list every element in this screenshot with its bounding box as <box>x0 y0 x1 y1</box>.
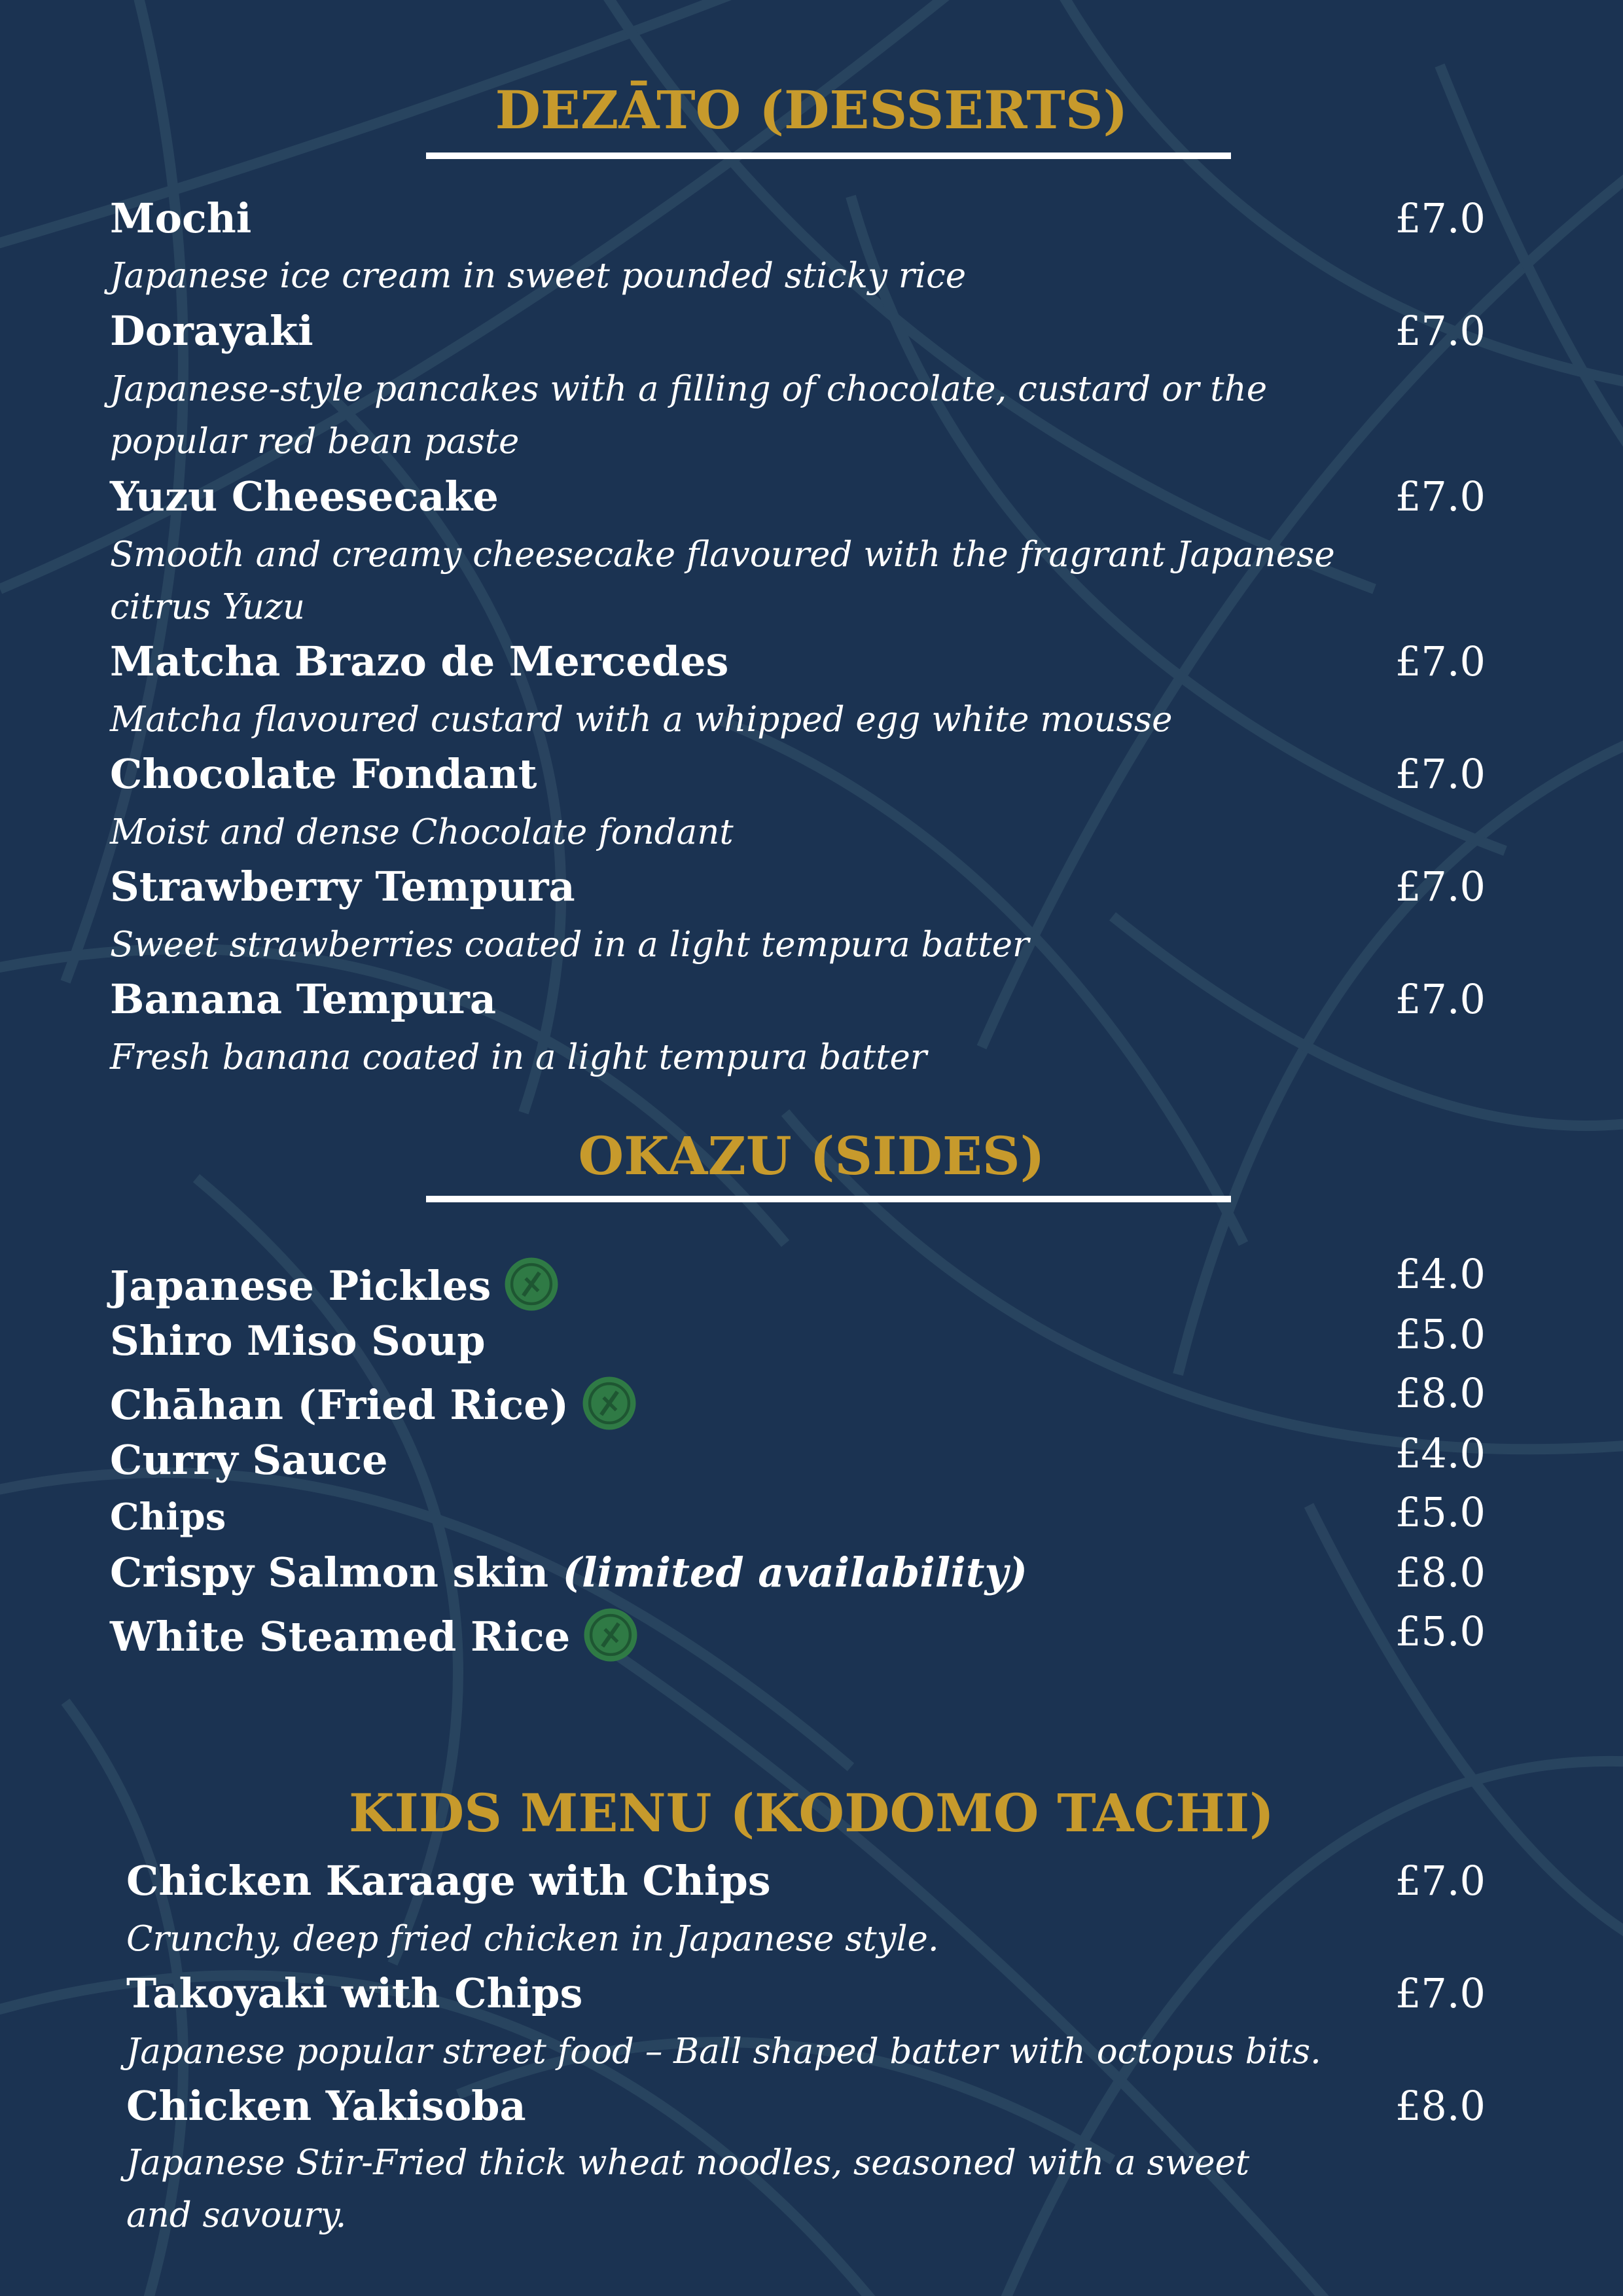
dessert-name: Banana Tempura <box>110 975 496 1023</box>
dessert-name: Chocolate Fondant <box>110 750 537 798</box>
side-item-name <box>110 1611 639 1669</box>
side-item-label: Crispy Salmon skin <box>110 1549 549 1596</box>
kids-item-name: Takoyaki with Chips <box>126 1969 583 2017</box>
sides-section-title: OKAZU (SIDES) <box>578 1125 1045 1187</box>
kids-item-name: Chicken Karaage with Chips <box>126 1857 771 1905</box>
dessert-price: £7.0 <box>1395 473 1486 520</box>
side-item-name: Chips <box>110 1496 226 1539</box>
side-item-name <box>110 1261 560 1318</box>
side-item-price: £8.0 <box>1395 1549 1486 1596</box>
kids-item-price: £7.0 <box>1395 1857 1486 1905</box>
gluten-free-icon <box>580 1374 638 1432</box>
dessert-description: Moist and dense Chocolate fondant <box>110 812 734 852</box>
dessert-price: £7.0 <box>1395 750 1486 798</box>
dessert-description: Sweet strawberries coated in a light tempura batter <box>110 925 1029 965</box>
dessert-price: £7.0 <box>1395 975 1486 1023</box>
desserts-section-title: DEZĀTO (DESSERTS) <box>495 79 1128 141</box>
dessert-price: £7.0 <box>1395 863 1486 910</box>
kids-item-description: Japanese Stir-Fried thick wheat noodles, seasoned with a sweet and savoury. <box>126 2143 1250 2235</box>
kids-item-price: £8.0 <box>1395 2082 1486 2130</box>
desserts-title-underline <box>426 152 1231 159</box>
gluten-free-icon <box>582 1606 639 1664</box>
dessert-name: Strawberry Tempura <box>110 863 575 910</box>
side-item-name <box>110 1549 1027 1596</box>
kids-item-description: Crunchy, deep fried chicken in Japanese style. <box>126 1919 939 1959</box>
dessert-description: Fresh banana coated in a light tempura batter <box>110 1037 927 1077</box>
side-item-label: Chāhan (Fried Rice) <box>110 1381 569 1429</box>
availability-note: (limited availability) <box>562 1549 1027 1596</box>
side-item-price: £8.0 <box>1395 1369 1486 1417</box>
dessert-price: £7.0 <box>1395 307 1486 355</box>
dessert-description: Japanese-style pancakes with a filling of chocolate, custard or the popular red bean paste <box>110 369 1268 461</box>
dessert-name: Matcha Brazo de Mercedes <box>110 637 729 685</box>
dessert-price: £7.0 <box>1395 194 1486 242</box>
side-item-price: £4.0 <box>1395 1250 1486 1298</box>
dessert-price: £7.0 <box>1395 637 1486 685</box>
dessert-name: Yuzu Cheesecake <box>110 473 499 520</box>
gluten-free-icon <box>503 1255 560 1313</box>
kids-item-price: £7.0 <box>1395 1969 1486 2017</box>
dessert-name: Mochi <box>110 194 252 242</box>
dessert-name: Dorayaki <box>110 307 313 355</box>
side-item-price: £5.0 <box>1395 1310 1486 1358</box>
side-item-name <box>110 1380 638 1437</box>
side-item-label: Japanese Pickles <box>110 1262 491 1310</box>
kids-item-name: Chicken Yakisoba <box>126 2082 526 2130</box>
kids-section-title: KIDS MENU (KODOMO TACHI) <box>348 1782 1275 1844</box>
kids-item-description: Japanese popular street food – Ball shaped batter with octopus bits. <box>126 2032 1321 2072</box>
side-item-name: Shiro Miso Soup <box>110 1317 486 1365</box>
dessert-description: Matcha flavoured custard with a whipped egg white mousse <box>110 700 1173 740</box>
dessert-description: Japanese ice cream in sweet pounded sticky rice <box>110 256 967 296</box>
dessert-description: Smooth and creamy cheesecake flavoured with the fragrant Japanese citrus Yuzu <box>110 535 1335 627</box>
side-item-name: Curry Sauce <box>110 1436 388 1484</box>
side-item-price: £4.0 <box>1395 1429 1486 1477</box>
sides-title-underline <box>426 1196 1231 1202</box>
side-item-label: White Steamed Rice <box>110 1613 571 1660</box>
side-item-price: £5.0 <box>1395 1488 1486 1536</box>
side-item-price: £5.0 <box>1395 1607 1486 1655</box>
